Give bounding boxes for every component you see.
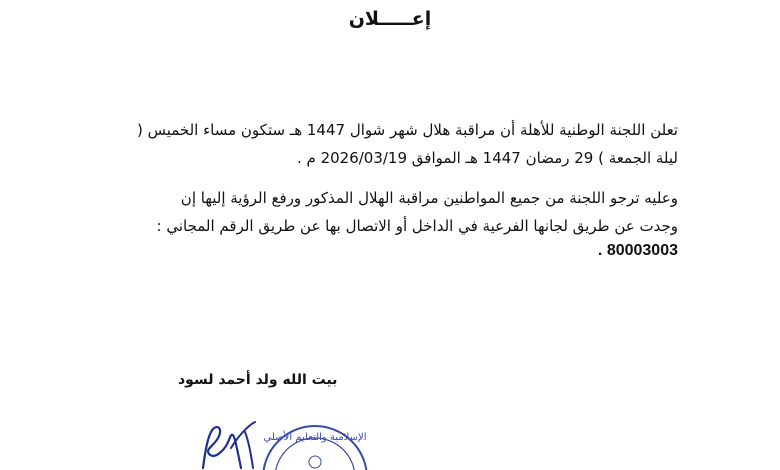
paragraph-request — [157, 184, 679, 240]
paragraph-observation-date — [137, 116, 678, 172]
toll-free-number: 80003003 . — [597, 242, 678, 259]
svg-text:الإسلامية والتعليم الأصلي: الإسلامية والتعليم الأصلي — [263, 432, 367, 443]
paragraph-line: وجدت عن طريق لجانها الفرعية في الداخل أو الاتصال بها عن طريق الرقم المجاني : — [156, 217, 678, 235]
paragraph-line: تعلن اللجنة الوطنية للأهلة أن مراقبة هلال شهر شوال 1447 هـ ستكون مساء الخميس ( — [136, 121, 678, 139]
paragraph-line: ليلة الجمعة ) 29 رمضان 1447 هـ الموافق 2026/03/19 م . — [296, 149, 678, 167]
paragraph-line: وعليه ترجو اللجنة من جميع المواطنين مراقبة الهلال المذكور ورفع الرؤية إليها إن — [180, 189, 678, 207]
signatory-name: بيت الله ولد أحمد لسود — [178, 372, 338, 388]
announcement-title: إعـــــلان — [348, 8, 432, 30]
official-stamp — [255, 418, 375, 470]
